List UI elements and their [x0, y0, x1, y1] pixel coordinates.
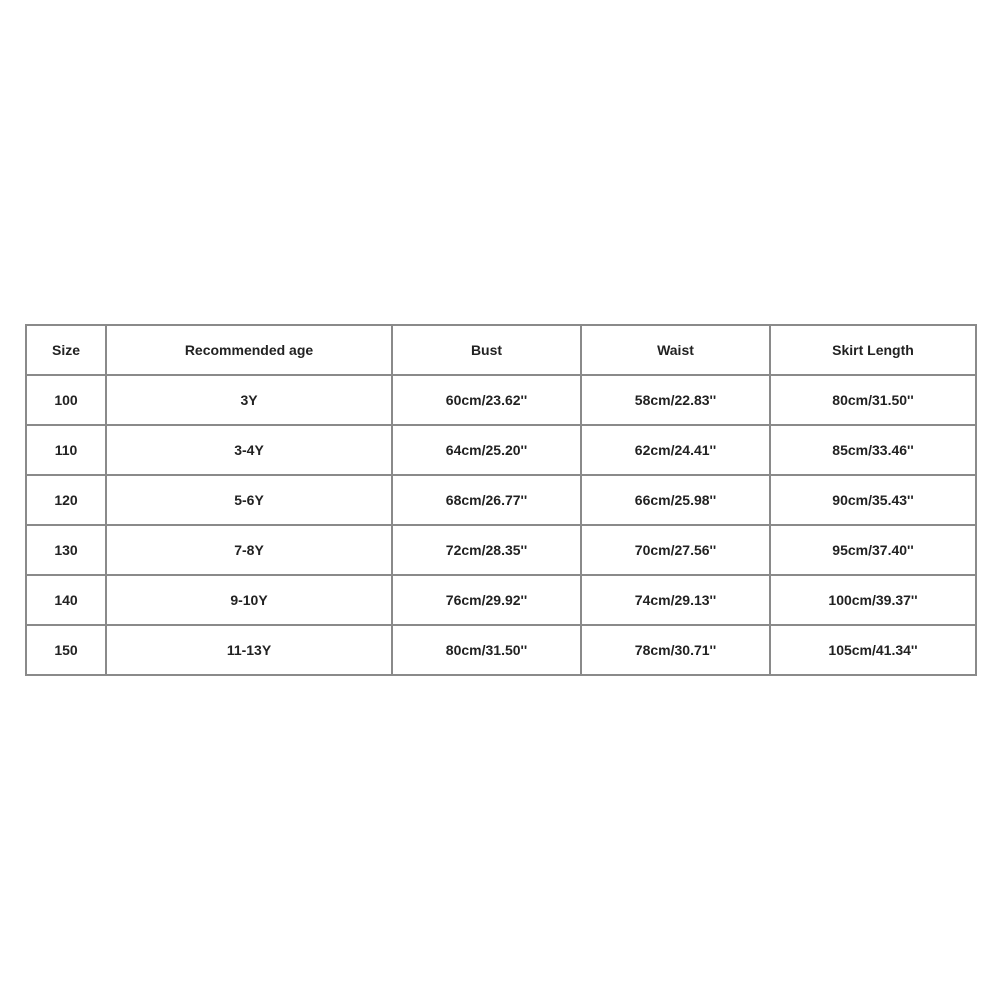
- cell-waist: 66cm/25.98'': [581, 475, 770, 525]
- header-skirt-length: Skirt Length: [770, 325, 976, 375]
- cell-recommended-age: 11-13Y: [106, 625, 392, 675]
- cell-skirt-length: 105cm/41.34'': [770, 625, 976, 675]
- table-row: [26, 425, 976, 475]
- cell-recommended-age: 7-8Y: [106, 525, 392, 575]
- table-row: [26, 475, 976, 525]
- cell-skirt-length: 80cm/31.50'': [770, 375, 976, 425]
- table-row: [26, 575, 976, 625]
- cell-size: 110: [26, 425, 106, 475]
- cell-size: 120: [26, 475, 106, 525]
- cell-skirt-length: 100cm/39.37'': [770, 575, 976, 625]
- cell-recommended-age: 9-10Y: [106, 575, 392, 625]
- cell-bust: 76cm/29.92'': [392, 575, 581, 625]
- cell-size: 130: [26, 525, 106, 575]
- table-row: [26, 375, 976, 425]
- cell-recommended-age: 3-4Y: [106, 425, 392, 475]
- table-row: [26, 625, 976, 675]
- cell-waist: 62cm/24.41'': [581, 425, 770, 475]
- cell-waist: 74cm/29.13'': [581, 575, 770, 625]
- cell-skirt-length: 95cm/37.40'': [770, 525, 976, 575]
- header-size: Size: [26, 325, 106, 375]
- cell-waist: 78cm/30.71'': [581, 625, 770, 675]
- cell-bust: 60cm/23.62'': [392, 375, 581, 425]
- cell-size: 100: [26, 375, 106, 425]
- header-recommended-age: Recommended age: [106, 325, 392, 375]
- cell-skirt-length: 85cm/33.46'': [770, 425, 976, 475]
- cell-size: 140: [26, 575, 106, 625]
- cell-bust: 64cm/25.20'': [392, 425, 581, 475]
- cell-skirt-length: 90cm/35.43'': [770, 475, 976, 525]
- size-chart-table: [25, 324, 977, 676]
- header-waist: Waist: [581, 325, 770, 375]
- cell-bust: 68cm/26.77'': [392, 475, 581, 525]
- cell-size: 150: [26, 625, 106, 675]
- header-row: [26, 325, 976, 375]
- header-bust: Bust: [392, 325, 581, 375]
- cell-bust: 80cm/31.50'': [392, 625, 581, 675]
- cell-recommended-age: 3Y: [106, 375, 392, 425]
- cell-waist: 70cm/27.56'': [581, 525, 770, 575]
- cell-recommended-age: 5-6Y: [106, 475, 392, 525]
- cell-waist: 58cm/22.83'': [581, 375, 770, 425]
- cell-bust: 72cm/28.35'': [392, 525, 581, 575]
- table-row: [26, 525, 976, 575]
